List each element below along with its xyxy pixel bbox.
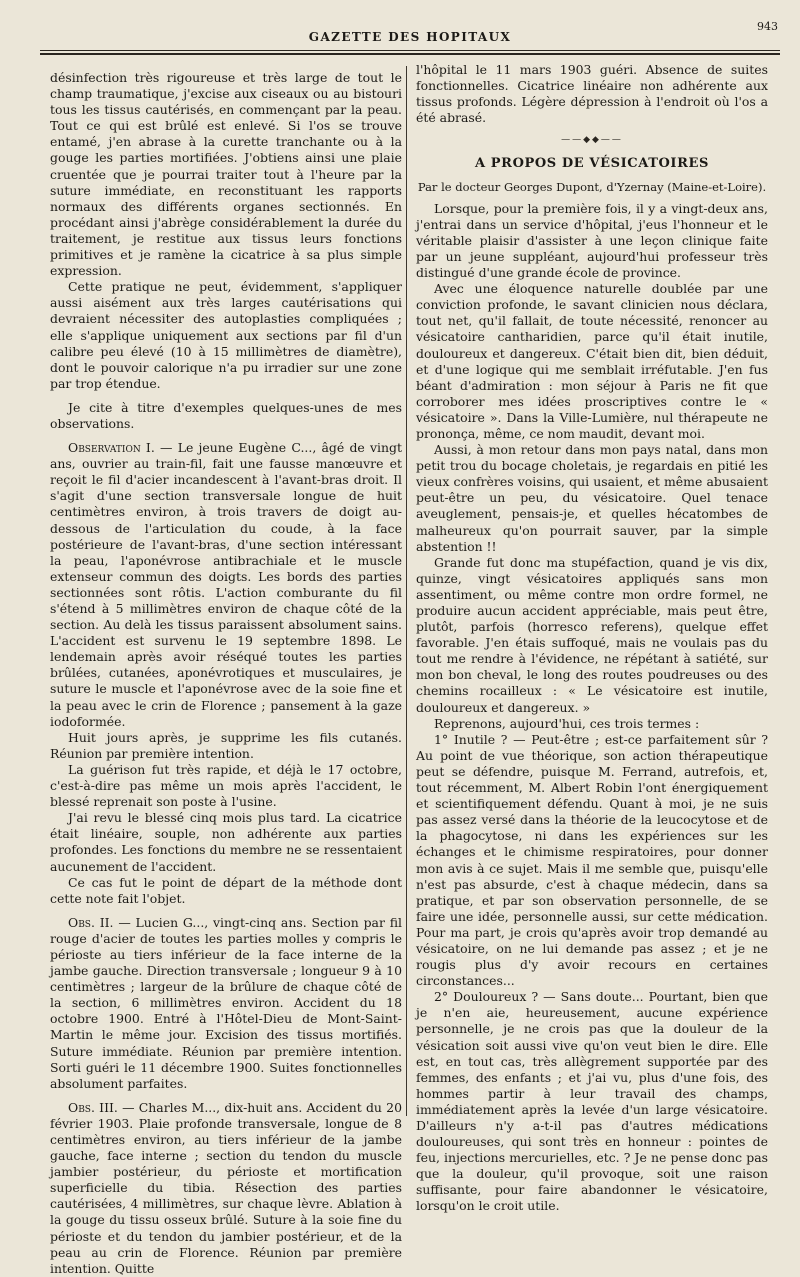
- paragraph: Reprenons, aujourd'hui, ces trois termes :: [434, 715, 700, 731]
- observation-3: [50, 1100, 402, 1277]
- paragraph: Avec une éloquence naturelle doublée par une conviction profonde, le savant clinicien nous déclara, tout net, qu'il fallait, de toute nécessité, renoncer au vésicatoire cantharidien, parce qu'il était inutile, douloureux et dangereux. C'était bien dit, bien déduit, et d'une logique qui me semblait irréfutable. J'en fus béant d'admiration : mon séjour à Paris ne fit que corroborer mes idées proscriptives contre le « vésicatoire ». Dans la Ville-Lumière, nul thérapeute ne prononça, même, ce nom maudit, devant moi.: [416, 281, 768, 441]
- right-column: [416, 62, 768, 1215]
- observation-text: — Le jeune Eugène C..., âgé de vingt ans, ouvrier au train-fil, fait une fausse manœuvre et reçoit le fil d'acier incandescent à l'avant-bras droit. Il s'agit d'une section transversale longue de huit centimètres environ, à trois travers de doigt au-dessous de l'articulation du coude, à la face postérieure de l'avant-bras, d'une section intéressant la peau, l'aponévrose antibrachiale et le muscle extenseur commun des doigts. Les bords des parties sectionnées sont rôtis. L'action comburante du fil s'étend à 5 millimètres environ de chaque côté de la section. Au delà les tissus paraissent absolument sains. L'accident est survenu le 19 septembre 1898. Le lendemain après avoir réséqué toutes les parties brûlées, cutanées, aponévrotiques et musculaires, je suture le muscle et l'aponévrose avec de la soie fine et la peau avec le crin de Florence ; pansement à la gaze iodoformée.: [50, 440, 402, 729]
- paragraph: Ce cas fut le point de départ de la méthode dont cette note fait l'objet.: [50, 874, 402, 906]
- paragraph: Huit jours après, je supprime les fils cutanés. Réunion par première intention.: [50, 729, 402, 761]
- paragraph: Lorsque, pour la première fois, il y a vingt-deux ans, j'entrai dans un service d'hôpital, j'eus l'honneur et le véritable plaisir d'assister à une leçon clinique faite par un jeune suppléant, aujourd'hui professeur très distingué d'une grande école de province.: [416, 200, 768, 281]
- paragraph: l'hôpital le 11 mars 1903 guéri. Absence de suites fonctionnelles. Cicatrice linéaire non adhérente aux tissus profonds. Légère dépression à l'endroit où l'os a été abrasé.: [416, 62, 768, 126]
- paragraph: désinfection très rigoureuse et très large de tout le champ traumatique, j'excise aux ciseaux ou au bistouri tous les tissus cautérisés, en commençant par la peau. Tout ce qui est brûlé est enlevé. Si l'os se trouve entamé, j'en abrase à la curette tranchante ou à la gouge les parties mortifiées. J'obtiens ainsi une plaie cruentée que je pourrai traiter tout à l'heure par la suture immédiate, en reconstituant les rapports normaux des différents organes sectionnés. En procédant ainsi j'abrège considérablement la durée du traitement, je restitue aux tissus leurs fonctions primitives et je ramène la cicatrice à sa plus simple expression.: [50, 70, 402, 279]
- journal-title: GAZETTE DES HOPITAUX: [308, 30, 512, 44]
- left-column: [50, 70, 402, 1277]
- observation-1: [50, 440, 402, 730]
- page-number: 943: [757, 20, 778, 33]
- section-ornament: ——◆◆——: [561, 135, 623, 146]
- paragraph: Aussi, à mon retour dans mon pays natal, dans mon petit trou du bocage choletais, je regardais en pitié les vieux confrères voisins, qui usaient, et même abusaient peut-être un peu, du vésicatoire. Quel tenace aveuglement, pensais-je, et quelles hécatombes de malheureux qu'on pourrait sauver, par la simple abstention !!: [416, 442, 768, 554]
- observation-text: — Charles M..., dix-huit ans. Accident du 20 février 1903. Plaie profonde transversale, longue de 8 centimètres environ, au tiers inférieur de la jambe gauche, face interne ; section du tendon du muscle jambier postérieur, du périoste et mortification superficielle du tibia. Résection des parties cautérisées, 4 millimètres, sur chaque lèvre. Ablation à la gouge du tissu osseux brûlé. Suture à la soie fine du périoste et du tendon du jambier postérieur, et de la peau au crin de Florence. Réunion par première intention. Quitte: [50, 1099, 402, 1276]
- running-header: [40, 20, 780, 60]
- header-rule: [40, 50, 780, 51]
- paragraph: Cette pratique ne peut, évidemment, s'appliquer aussi aisément aux très larges cautérisations qui devraient nécessiter des autoplasties compliquées ; elle s'applique uniquement aux sections par fil d'un calibre peu élevé (10 à 15 millimètres de diamètre), dont le pouvoir calorique n'a pu irradier sur une zone par trop étendue.: [50, 279, 402, 391]
- observation-label: Obs. III.: [68, 1099, 118, 1115]
- observation-text: — Lucien G..., vingt-cinq ans. Section par fil rouge d'acier de toutes les parties molles y compris le périoste au tiers inférieur de la face interne de la jambe gauche. Direction transversale ; longueur 9 à 10 centimètres ; largeur de la brûlure de chaque côté de la section, 6 millimètres environ. Accident du 18 octobre 1900. Entré à l'Hôtel-Dieu de Mont-Saint-Martin le même jour. Excision des tissus mortifiés. Suture immédiate. Réunion par première intention. Sorti guéri le 11 décembre 1900. Suites fonctionnelles absolument parfaites.: [50, 914, 402, 1091]
- column-divider: [406, 66, 407, 1116]
- paragraph: Je cite à titre d'exemples quelques-unes de mes observations.: [50, 399, 402, 431]
- paragraph: 1° Inutile ? — Peut-être ; est-ce parfaitement sûr ? Au point de vue théorique, son action thérapeutique peut se défendre, puisque M. Ferrand, autrefois, et, tout récemment, M. Albert Robin l'ont énergiquement et scientifiquement défendu. Quant à moi, je ne suis pas assez versé dans la théorie de la leucocytose et de la phagocytose, ni dans les expériences sur les échanges et le chimisme respiratoires, pour donner mon avis à ce sujet. Mais il me semble que, puisqu'elle n'est pas absurde, c'est à chaque médecin, dans sa pratique, et par son observation personnelle, de se faire une idée, personnelle aussi, sur cette médication. Pour ma part, je crois qu'après avoir trop demandé au vésicatoire, on ne lui demande pas assez ; et je ne rougis plus d'y avoir recours en certaines circonstances...: [416, 731, 768, 989]
- paragraph: J'ai revu le blessé cinq mois plus tard. La cicatrice était linéaire, souple, non adhérente aux parties profondes. Les fonctions du membre ne se ressentaient aucunement de l'accident.: [50, 810, 402, 874]
- article-byline: Par le docteur Georges Dupont, d'Yzernay (Maine-et-Loire).: [417, 179, 767, 194]
- paragraph: La guérison fut très rapide, et déjà le 17 octobre, c'est-à-dire pas même un mois après l'accident, le blessé reprenait son poste à l'usine.: [50, 761, 402, 810]
- paragraph: Grande fut donc ma stupéfaction, quand je vis dix, quinze, vingt vésicatoires appliqués sans mon assentiment, ou même contre mon ordre formel, ne produire aucun accident appréciable, mais peut être, plutôt, parfois (horresco referens), quelque effet favorable. J'en étais suffoqué, mais ne voulais pas du tout me rendre à l'évidence, ne répétant à satiété, sur mon bon cheval, le long des routes poudreuses ou des chemins rocailleux : « Le vésicatoire est inutile, douloureux et dangereux. »: [416, 554, 768, 715]
- article-title: A PROPOS DE VÉSICATOIRES: [474, 156, 709, 172]
- observation-2: [50, 915, 402, 1092]
- observation-label: Obs. II.: [68, 914, 114, 930]
- observation-label: Observation I.: [68, 440, 155, 456]
- paragraph: 2° Douloureux ? — Sans doute... Pourtant, bien que je n'en aie, heureusement, aucune expérience personnelle, je ne crois pas que la douleur de la vésication soit aussi vive qu'on veut bien le dire. Elle est, en tout cas, très allègrement supportée par des femmes, des enfants ; et j'ai vu, plus d'une fois, des hommes partir à leur travail des champs, immédiatement après la levée d'un large vésicatoire. D'ailleurs n'y a-t-il pas d'autres médications douloureuses, qui sont très en honneur : pointes de feu, injections mercurielles, etc. ? Je ne pense donc pas que la douleur, qu'il provoque, soit une raison suffisante, pour faire abandonner le vésicatoire, lorsqu'on le croit utile.: [416, 989, 768, 1214]
- header-rule-thick: [40, 53, 780, 55]
